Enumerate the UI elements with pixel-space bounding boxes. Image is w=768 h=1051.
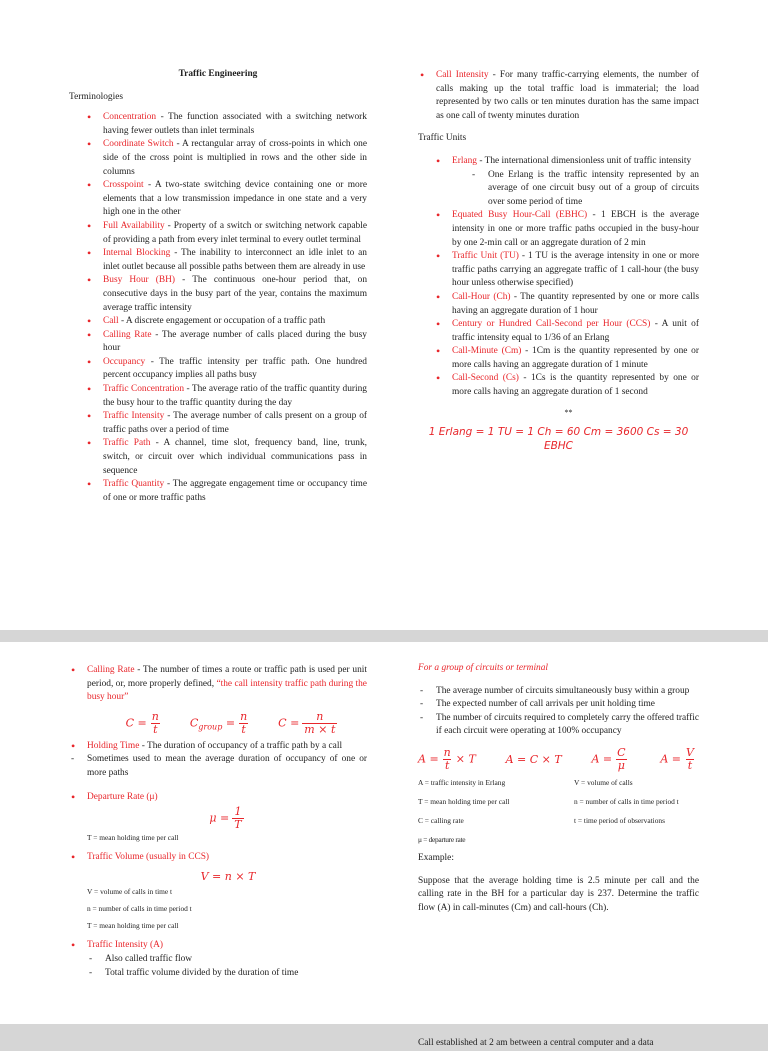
unit-item: • Century or Hundred Call-Second per Hour (CCS) - A unit of traffic intensity equal to 1/36 of an Erlang [434, 318, 699, 345]
traffic-intensity-formulas [418, 747, 699, 772]
traffic-volume-item: • Traffic Volume (usually in CCS) [69, 851, 367, 865]
volume-note: T = mean holding time per call [87, 921, 179, 931]
legend-entry: T = mean holding time per call [418, 796, 510, 806]
erlang-sub-item: - One Erlang is the traffic intensity represented by an average of one circuit busy out of a group of circuits over some period of time [470, 169, 699, 210]
legend-entry: C = calling rate [418, 815, 464, 825]
mu-note: μ = departure rate [418, 834, 466, 844]
traffic-units-heading: Traffic Units [418, 133, 467, 144]
unit-equivalence-formula: 1 Erlang = 1 TU = 1 Ch = 60 Cm = 3600 Cs = 30 EBHC [428, 426, 689, 452]
unit-item: • Call-Hour (Ch) - The quantity represented by one or more calls having an aggregate duration of 1 hour [434, 291, 699, 318]
group-note: - The number of circuits required to completely carry the offered traffic if each circuit were operating at 100% occupancy [418, 712, 699, 739]
formula-c: C = $\frac{n}{t}$ [125, 709, 159, 736]
document-page-2 [0, 642, 768, 1048]
group-dash-list [418, 685, 699, 739]
term-item: • Traffic Intensity - The average number of calls present on a group of traffic paths over a period of time [85, 410, 367, 437]
departure-rate-item: • Departure Rate (μ) [69, 791, 367, 805]
formula-a-cmu: A = $\frac{C}{\mu}$ [591, 745, 626, 772]
term-item: • Internal Blocking - The inability to interconnect an idle inlet to an inlet outlet because all possible paths between them are already in use [85, 247, 367, 274]
formula-c-mt: C = $\frac{n}{m \times t}$ [278, 709, 336, 736]
term-item: • Calling Rate - The average number of calls placed during the busy hour [85, 329, 367, 356]
volume-note: n = number of calls in time period t [87, 904, 192, 914]
formula-a-ct: A = C × T [505, 752, 562, 766]
holding-time-dash-list [69, 753, 367, 780]
variable-legend [418, 778, 699, 826]
page1-right-column [418, 69, 699, 453]
unit-item-erlang: • Erlang - The international dimensionless unit of traffic intensity - One Erlang is the traffic intensity represented by an average of one circuit busy out of a group of circuits over some period of time [434, 155, 699, 209]
legend-entry: n = number of calls in time period t [574, 796, 679, 806]
unit-item: • Call-Second (Cs) - 1Cs is the quantity represented by one or more calls having an aggregate duration of 1 second [434, 372, 699, 399]
group-note: - The average number of circuits simultaneously busy within a group [418, 685, 699, 699]
intensity-note: - Also called traffic flow [87, 953, 367, 967]
legend-entry: V = volume of calls [574, 777, 633, 787]
traffic-units-list [434, 155, 699, 400]
group-note: - The expected number of call arrivals per unit holding time [418, 698, 699, 712]
calling-rate-item: • Calling Rate - The number of times a route or traffic path is used per unit period, or, more properly defined, “the call intensity traffic path during the busy hour” [69, 664, 367, 705]
term-item: • Full Availability - Property of a switch or switching network capable of providing a path from every inlet terminal to every outlet terminal [85, 220, 367, 247]
term-item: • Crosspoint - A two-state switching device containing one or more elements that a low transmission impedance in one state and a very high one in the other [85, 179, 367, 220]
traffic-volume-list [69, 851, 367, 865]
separator-stars: ** [564, 407, 573, 417]
calling-rate-formulas [99, 711, 367, 736]
traffic-intensity-list [69, 939, 367, 953]
term-item: • Traffic Path - A channel, time slot, frequency band, line, trunk, switch, or circuit over which individual communications pass in sequence [85, 437, 367, 478]
call-intensity-item: • Call Intensity - For many traffic-carrying elements, the number of calls making up the total traffic load is immaterial; the load represented by two calls or ten minutes duration has the same impact as one call of twenty minutes duration [418, 69, 699, 123]
intensity-note: - Total traffic volume divided by the duration of time [87, 967, 367, 981]
term-item: • Concentration - The function associated with a switching network having fewer outlets than inlet terminals [85, 111, 367, 138]
page2-left-column [69, 664, 367, 980]
erlang-sub-list [470, 169, 699, 210]
terminology-list [85, 111, 367, 505]
holding-time-note: - Sometimes used to mean the average duration of occupancy of one or more paths [69, 753, 367, 780]
term-item: • Traffic Quantity - The aggregate engagement time or occupancy time of one or more traffic paths [85, 478, 367, 505]
term-item: • Coordinate Switch - A rectangular array of cross-points in which one side of the cross point is multiplied in rows and the other side in columns [85, 138, 367, 179]
term-item: • Busy Hour (BH) - The continuous one-hour period that, on consecutive days in the busy part of the year, contains the maximum average traffic intensity [85, 274, 367, 315]
volume-note: V = volume of calls in time t [87, 887, 173, 897]
formula-cgroup: $C_{group}$ = $\frac{n}{t}$ [189, 709, 248, 736]
unit-item: • Call-Minute (Cm) - 1Cm is the quantity represented by one or more calls having an aggregate duration of 1 minute [434, 345, 699, 372]
legend-entry: t = time period of observations [574, 815, 665, 825]
holding-time-list [69, 740, 367, 754]
terminologies-heading: Terminologies [69, 91, 124, 102]
term-item: • Traffic Concentration - The average ratio of the traffic quantity during the busy hour to the traffic quantity during the day [85, 383, 367, 410]
page-title: Traffic Engineering [178, 69, 258, 79]
term-item: • Occupancy - The traffic intensity per traffic path. One hundred percent occupancy implies all paths busy [85, 356, 367, 383]
formula-a-nt: A = $\frac{n}{t}$ × T [418, 745, 476, 772]
group-heading: For a group of circuits or terminal [418, 663, 549, 673]
cutoff-text: Call established at 2 am between a central computer and a data [418, 1038, 654, 1048]
unit-item: • Traffic Unit (TU) - 1 TU is the average intensity in one or more traffic paths carrying an aggregate traffic of 1 call-hour (the busy hour unless otherwise specified) [434, 250, 699, 291]
calling-rate-list [69, 664, 367, 705]
example-text: Suppose that the average holding time is 2.5 minute per call and the calling rate in the BH for a particular day is 237. Determine the traffic flow (A) in call-minutes (Cm) and call-hours (Ch). [418, 875, 699, 913]
legend-entry: A = traffic intensity in Erlang [418, 777, 506, 787]
traffic-intensity-dash-list [87, 953, 367, 980]
departure-formula: μ = $\frac{1}{T}$ [209, 805, 242, 832]
unit-item: • Equated Busy Hour-Call (EBHC) - 1 EBCH is the average intensity in one or more traffic paths occupied in the busy-hour by one 2-min call or an aggregate duration of 2 min [434, 209, 699, 250]
example-label: Example: [418, 852, 454, 863]
volume-formula: V = n × T [200, 869, 256, 883]
holding-time-item: • Holding Time - The duration of occupancy of a traffic path by a call [69, 740, 367, 754]
page1-left-column [69, 68, 367, 505]
departure-note: T = mean holding time per call [87, 833, 179, 843]
departure-rate-list [69, 791, 367, 805]
formula-a-vt: A = $\frac{V}{t}$ [660, 745, 694, 772]
call-intensity-list [418, 69, 699, 123]
traffic-intensity-item: • Traffic Intensity (A) [69, 939, 367, 953]
page2-right-column [418, 662, 699, 1048]
term-item: • Call - A discrete engagement or occupation of a traffic path [85, 315, 367, 329]
